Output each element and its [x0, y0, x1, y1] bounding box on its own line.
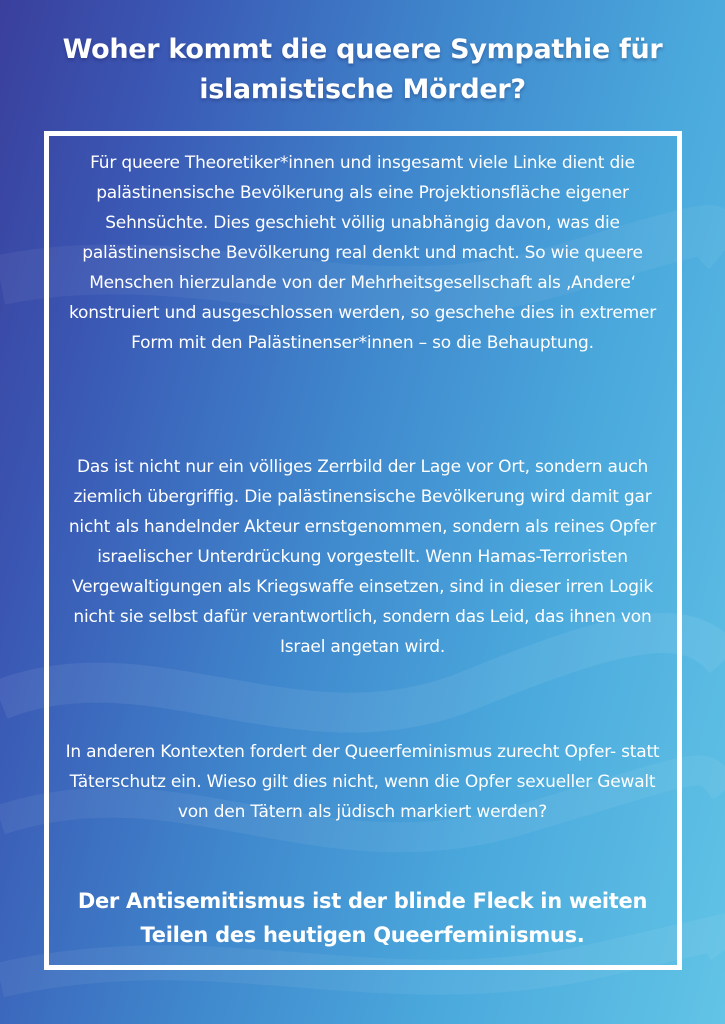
paragraph-2: Das ist nicht nur ein völliges Zerrbild der Lage vor Ort, sondern auch ziemlich übergriffig. Die palästinensische Bevölkerung wird damit gar nicht als handelnder Akteur ernstgenommen, sondern als reines Opfer israelischer Unterdrückung vorgestellt. Wenn Hamas-Terroristen Vergewaltigungen als Kriegswaffe einsetzen, sind in dieser irren Logik nicht sie selbst dafür verantwortlich, sondern das Leid, das ihnen von Israel angetan wird. [68, 457, 657, 657]
page-title: Woher kommt die queere Sympathie für islamistische Mörder? [62, 34, 663, 105]
paragraph-1: Für queere Theoretiker*innen und insgesamt viele Linke dient die palästinensische Bevölkerung als eine Projektionsfläche eigener Sehnsüchte. Dies geschieht völlig unabhängig davon, was die palästinensische Bevölkerung real denkt und macht. So wie queere Menschen hierzulande von der Mehrheitsgesellschaft als ‚Andere‘ konstruiert und ausgeschlossen werden, so geschehe dies in extremer Form mit den Palästinenser*innen – so die Behauptung. [68, 153, 656, 353]
paragraph-3: In anderen Kontexten fordert der Queerfeminismus zurecht Opfer- statt Täterschutz ein. Wieso gilt dies nicht, wenn die Opfer sexueller Gewalt von den Tätern als jüdisch markiert werden? [65, 742, 660, 822]
conclusion-statement: Der Antisemitismus ist der blinde Fleck in weiten Teilen des heutigen Queerfeminismus. [77, 889, 648, 947]
